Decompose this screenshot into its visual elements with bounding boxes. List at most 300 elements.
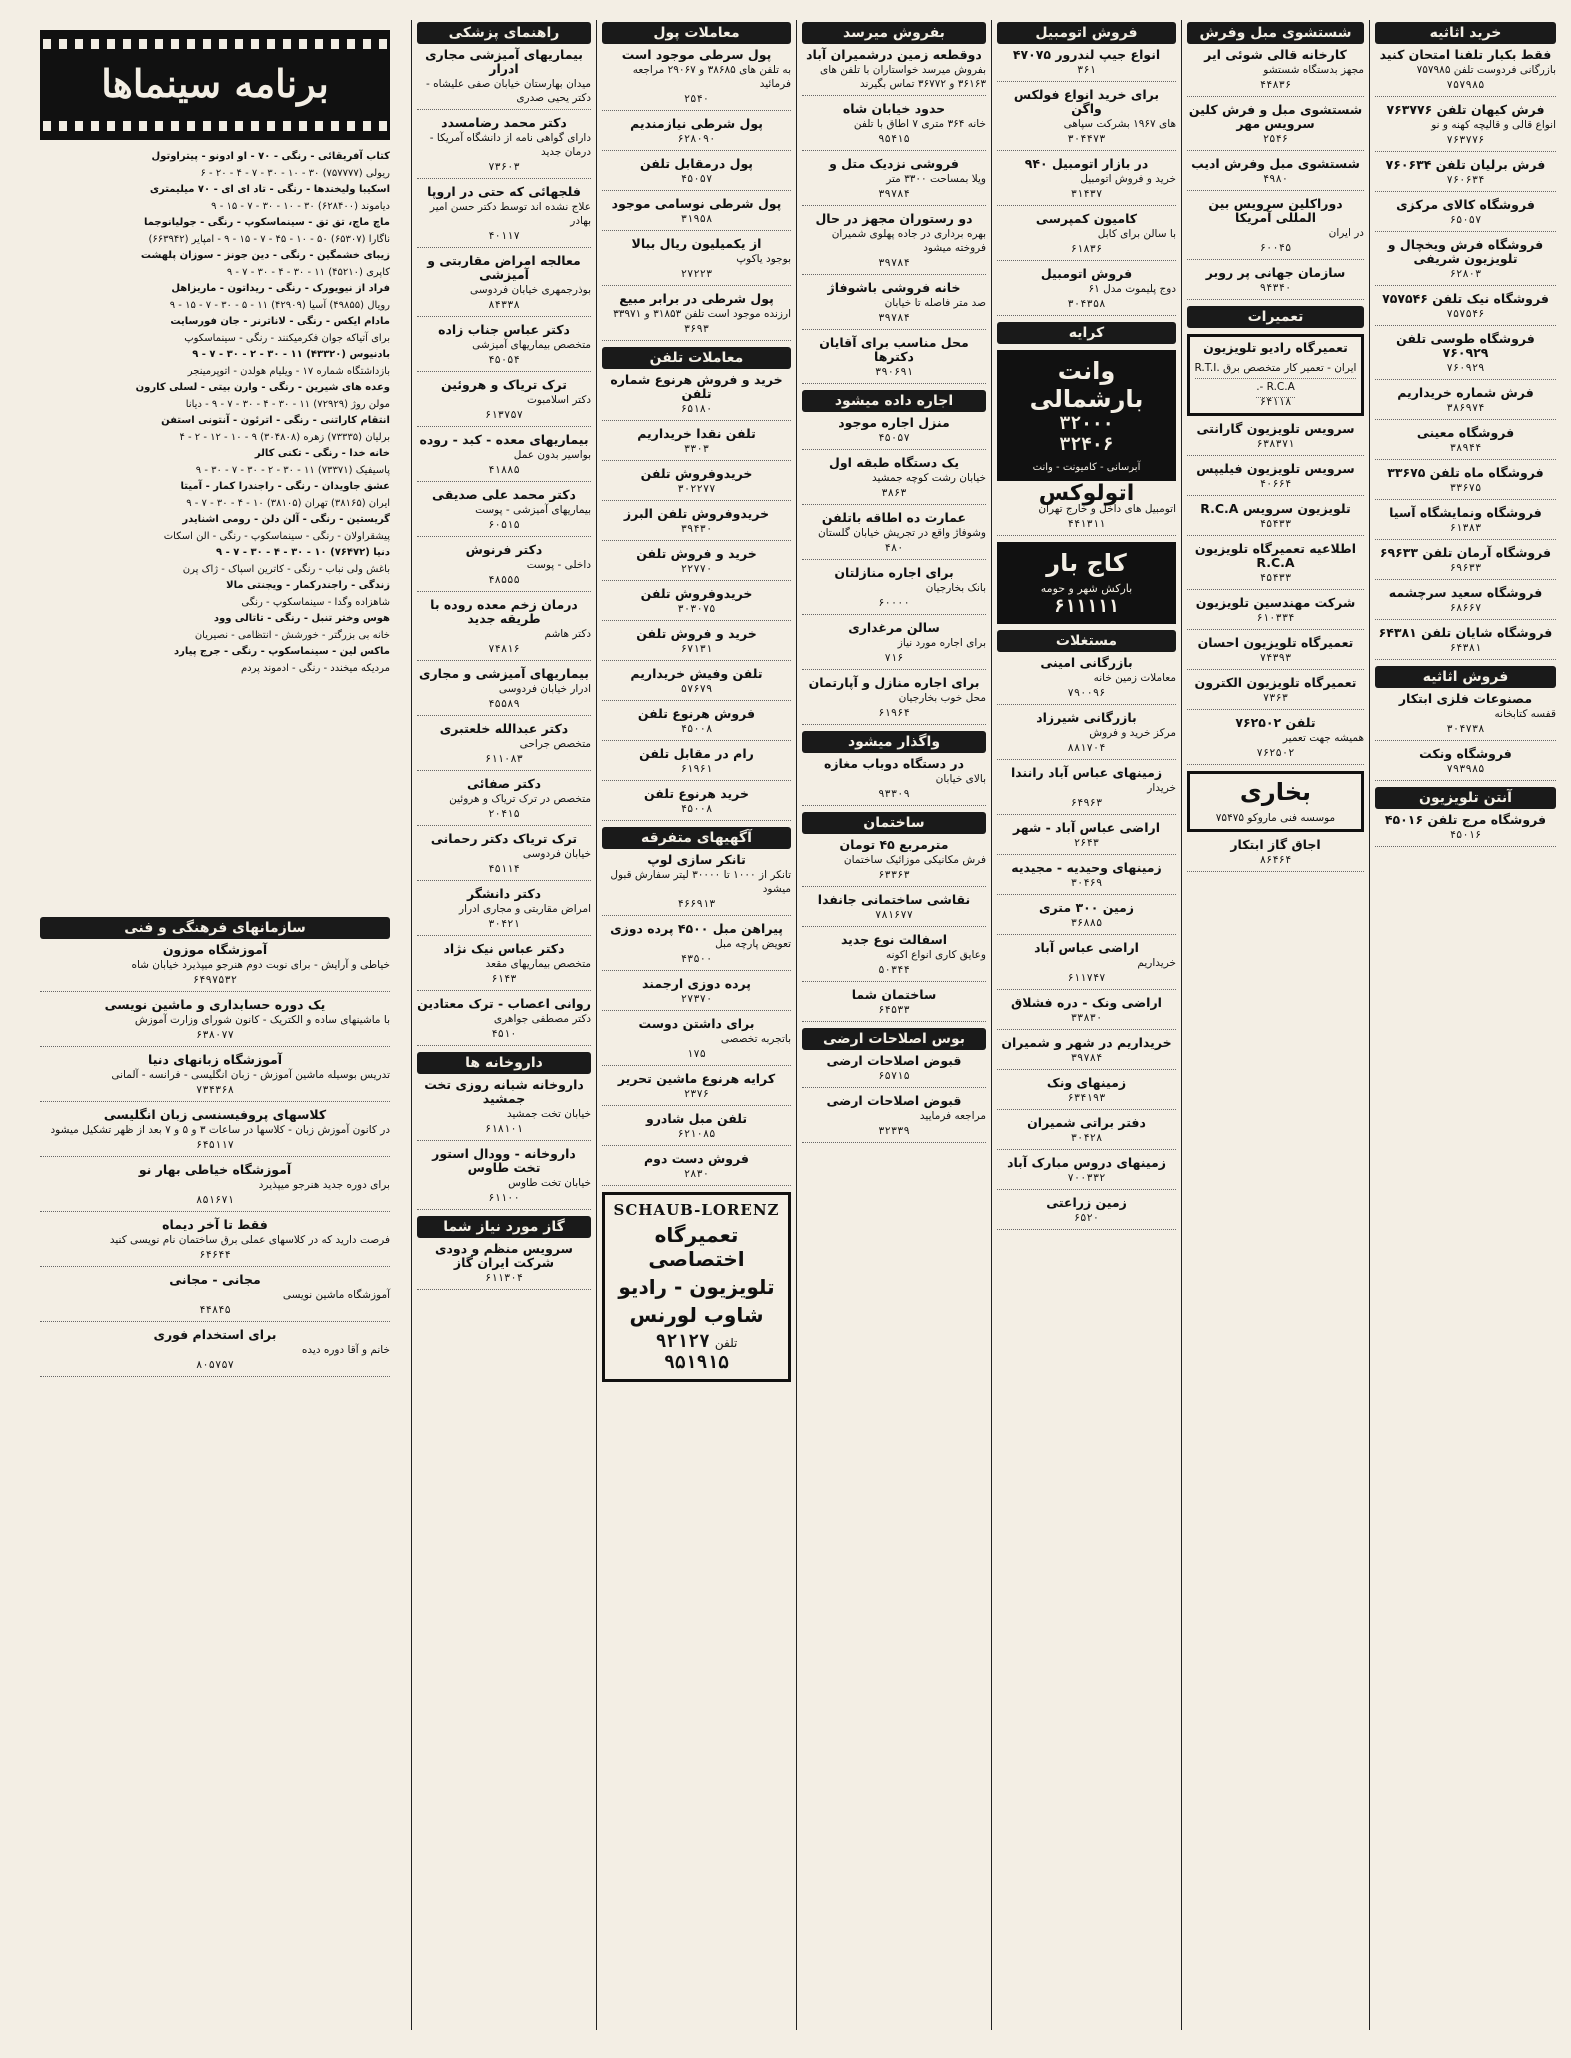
realty-ad-title: زمینهای وحیدیه - مجیدیه (1011, 860, 1162, 875)
tv-repair-ad-title: تعمیرگاه تلویزیون الکترون (1194, 675, 1357, 690)
school-ad (40, 1053, 390, 1102)
forsale-header: بفروش میرسد (802, 22, 986, 44)
phone-deal-ad-title: خرید و فروش هرنوع شماره تلفن (610, 372, 783, 401)
misc-ad-phone: ۶۲۱۰۸۵ (677, 1128, 716, 1140)
rent-ad-title: عمارت ده اطاقه باتلفن (821, 510, 967, 525)
school-ad (40, 1328, 390, 1377)
pharmacy-ad (417, 1147, 591, 1210)
tv-repair-ad-title: اطلاعیه تعمیرگاه تلویزیون R.C.A (1194, 541, 1357, 570)
tv-repair-ad-phone: ۷۴۳۹۳ (1259, 652, 1292, 664)
cinema-entry: مادام ایکس - رنگی - لاناترنر - جان فورسایت (170, 316, 390, 327)
rent-ad-title: برای اجاره منازلتان (834, 565, 954, 580)
money-ad-phone: ۲۷۲۲۳ (680, 268, 713, 280)
pharmacy-ad (417, 1078, 591, 1141)
furniture-ad-title: فرش برلیان تلفن ۷۶۰۶۳۴ (1385, 157, 1546, 172)
misc-ad-phone: ۲۷۳۷۰ (680, 993, 713, 1005)
money-ad-phone: ۳۶۹۳ (683, 323, 710, 335)
transfer-ad-title: در دستگاه دوباب مغازه (823, 756, 964, 771)
forsale-ad-title: محل مناسب برای آقایان دکترها (819, 335, 969, 364)
auto-ad-body: با سالن برای کابل (1097, 228, 1176, 240)
medical-ad-title: روانی اعصاب - ترک معتادین (417, 996, 591, 1011)
autolux-body: اتومبیل های داخل و خارج تهران (1038, 503, 1176, 515)
money-list (602, 48, 791, 341)
phone-deal-ad-phone: ۳۹۴۳۰ (680, 523, 713, 535)
medical-ad-phone: ۴۰۱۱۷ (488, 230, 520, 242)
cinema-entry: رویال (۴۹۸۵۵) آسیا (۴۲۹۰۹) ۱۱ - ۵ - ۳۰ - ۷ - ۱۵ - ۹ (169, 299, 390, 311)
furniture-ad-title: فروشگاه سعید سرچشمه (1388, 585, 1543, 600)
misc-ad-title: پیراهن مبل ۴۵۰۰ پرده دوزی (610, 921, 783, 936)
schaub-lorenz-ad (602, 1192, 791, 1382)
realty-ad (997, 941, 1176, 990)
school-ad-title: آموزشگاه خیاطی بهار نو (138, 1162, 292, 1177)
pharmacy-ad-body: خیابان تخت جمشید (507, 1108, 591, 1120)
medical-ad-phone: ۶۱۳۷۵۷ (485, 409, 523, 421)
classified-page (10, 10, 1561, 2038)
furniture-ad (1375, 466, 1556, 500)
furniture-ad-phone: ۶۹۶۳۳ (1449, 562, 1482, 574)
phone-deal-ad (602, 507, 791, 541)
schaub-line-1: تعمیرگاه اختصاصی (648, 1223, 745, 1271)
phone-deal-ad-title: خرید و فروش تلفن (636, 626, 757, 641)
rent-ad-phone: ۴۵۰۵۷ (878, 432, 910, 444)
medical-ad-title: ترک تریاک دکتر رحمانی (430, 831, 578, 846)
school-ad-body: آموزشگاه ماشین نویسی (282, 1289, 390, 1301)
building-ad-phone: ۶۳۳۶۳ (878, 869, 910, 881)
gas-ad (417, 1242, 591, 1290)
medical-ad (417, 323, 591, 372)
misc-ad-body: تانکر از ۱۰۰۰ تا ۳۰۰۰۰ لیتر سفارش قبول میشود (610, 869, 791, 895)
misc-ad (602, 977, 791, 1011)
furniture-ad (1375, 506, 1556, 540)
schaub-brand: SCHAUB-LORENZ (613, 1201, 780, 1219)
transfer-header: واگذار میشود (802, 731, 986, 753)
cinema-entry: عشق جاویدان - رنگی - راجندرا کمار - آمیتا (180, 481, 390, 492)
tv-repair-title: تعمیرگاه رادیو تلویزیون (1203, 340, 1348, 355)
school-ad-body: در کانون آموزش زبان - کلاسها در ساعات ۳ و ۵ و ۷ بعد از ظهر تشکیل میشود (50, 1124, 390, 1136)
schaub-phone-label: تلفن (714, 1336, 738, 1350)
realty-ad-title: زمینهای دروس مبارک آباد (1007, 1155, 1166, 1170)
cinema-entry: هوس وختر تنبل - رنگی - تاتالی وود (213, 613, 390, 624)
phone-deals-list (602, 373, 791, 821)
tv-repair-ad-title: سرویس تلویزیون گارانتی (1196, 421, 1355, 436)
medical-ad (417, 667, 591, 716)
realty-ad (997, 861, 1176, 895)
furniture-ad-phone: ۷۵۷۹۸۵ (1446, 79, 1485, 91)
medical-ad-body: متخصص جراحی (519, 738, 591, 750)
realty-ad-phone: ۳۶۸۸۵ (1070, 917, 1103, 929)
money-ad-phone: ۶۲۸۰۹۰ (677, 133, 716, 145)
furniture-sale-ad-phone: ۷۹۳۹۸۵ (1446, 763, 1485, 775)
misc-ad-title: فروش دست دوم (644, 1151, 749, 1166)
school-ad-phone: ۶۴۶۴۴ (199, 1249, 231, 1261)
building-ad-title: اسفالت نوع جدید (840, 932, 948, 947)
realty-ad (997, 1196, 1176, 1230)
column-finance (596, 20, 796, 2030)
money-ad (602, 237, 791, 286)
forsale-ad (802, 102, 986, 151)
school-ad-body: فرصت دارید که در کلاسهای عملی برق ساختمان نام نویسی کنید (109, 1234, 390, 1246)
rent-ad-title: سالن مرغداری (848, 620, 940, 635)
kajbar-title: کاج بار (1046, 549, 1127, 577)
transfer-ad (802, 757, 986, 806)
forsale-ad-phone: ۳۹۷۸۴ (878, 257, 910, 269)
misc-ad (602, 1017, 791, 1066)
rent-ad-title: یک دستگاه طبقه اول (828, 455, 960, 470)
cinema-entry: بازداشتگاه شماره ۱۷ - ویلیام هولدن - اتوپرمینجر (187, 365, 390, 377)
forsale-ad (802, 157, 986, 206)
transfer-ad-body: بالای خیابان (935, 773, 986, 785)
auto-ad-title: در بازار اتومبیل ۹۴۰ (1024, 156, 1149, 171)
school-list (40, 943, 390, 1377)
forsale-ad (802, 212, 986, 275)
cinema-entry: ریولی (۷۵۷۷۷۷) ۳۰ - ۱۰ - ۳۰ - ۷ - ۴ - ۲۰ - ۶ (200, 167, 390, 179)
building-ad-title: نقاشی ساختمانی جانفدا (817, 892, 971, 907)
tv-repair-ad (1187, 502, 1364, 536)
misc-list (602, 853, 791, 1186)
medical-ad-phone: ۶۱۴۳ (491, 973, 517, 985)
gas-ad-title: سرویس منظم و دودی شرکت ایران گاز (435, 1241, 573, 1270)
money-ad-phone: ۳۱۹۵۸ (680, 213, 713, 225)
antenna-ad (1375, 813, 1556, 847)
furniture-sale-ad-phone: ۳۰۴۷۳۸ (1446, 723, 1485, 735)
medical-ad-title: دکتر عباس جناب زاده (438, 322, 570, 337)
medical-ad-title: درمان زخم معده روده با طریقه جدید (430, 597, 578, 626)
medical-ad (417, 378, 591, 427)
cinema-entry: مولن روژ (۷۲۹۲۹) ۱۱ - ۳۰ - ۴ - ۳۰ - ۷ - ۹ - دیانا (185, 398, 390, 410)
furniture-ad-title: فروشگاه شایان تلفن ۶۴۳۸۱ (1378, 625, 1553, 640)
realty-ad-title: اراضی عباس آباد - شهر (1012, 820, 1161, 835)
money-ad-body: به تلفن های ۳۸۶۸۵ و ۲۹۰۶۷ مراجعه فرمائید (632, 64, 791, 90)
cinema-listings (40, 150, 390, 678)
money-ad (602, 117, 791, 151)
medical-ad-body: بیماریهای آمیزشی - پوست (475, 504, 591, 516)
tv-repair-ad-title: سرویس تلویزیون فیلیپس (1196, 461, 1355, 476)
school-ad-title: یک دوره حسابداری و ماشین نویسی (104, 997, 326, 1012)
auto-ad-title: کامیون کمپرسی (1035, 211, 1138, 226)
school-ad (40, 943, 390, 992)
forsale-ad-phone: ۳۹۰۶۹۱ (875, 366, 913, 378)
land-reform-header: بوس اصلاحات ارضی (802, 1028, 986, 1050)
realty-ad-body: مرکز خرید و فروش (1089, 727, 1176, 739)
medical-ad-title: معالجه امراض مقاربتی و آمیزشی (427, 253, 581, 282)
tv-repair-ad (1187, 716, 1364, 765)
school-ad-phone: ۸۰۵۷۵۷ (196, 1359, 234, 1371)
misc-ad-body: تعویض پارچه مبل (715, 938, 791, 950)
medical-ad-phone: ۴۱۸۸۵ (488, 464, 520, 476)
furniture-ad-phone: ۳۳۶۷۵ (1449, 482, 1482, 494)
tv-repair-ad-phone: ۴۰۶۶۴ (1259, 478, 1292, 490)
washing-ad-phone: ۹۴۳۴۰ (1259, 282, 1292, 294)
land-reform-ad-phone: ۳۲۳۳۹ (878, 1125, 910, 1137)
phone-deal-ad-title: خرید و فروش تلفن (636, 546, 757, 561)
medical-ad (417, 185, 591, 248)
medical-ad-body: علاج نشده اند توسط دکتر حسن امیر بهادر (429, 201, 591, 227)
misc-ad (602, 922, 791, 971)
misc-ad-phone: ۴۶۶۹۱۳ (677, 898, 716, 910)
money-ad-title: پول شرطی نوسامی موجود (611, 196, 782, 211)
forsale-ad-body: ویلا بمساحت ۳۳۰۰ متر (886, 173, 986, 185)
school-ad-title: آموزشگاه موزون (162, 942, 268, 957)
school-ad-title: کلاسهای پروفیسنسی زبان انگلیسی (103, 1107, 327, 1122)
tv-repair-ad-title: تلفن ۷۶۲۵۰۲ (1235, 715, 1316, 730)
land-reform-list (802, 1054, 986, 1143)
tv-repair-ad-title: تعمیرگاه تلویزیون احسان (1197, 635, 1354, 650)
school-ad-phone: ۶۳۸۰۷۷ (196, 1029, 234, 1041)
phone-deal-ad-title: خرید هرنوع تلفن (644, 786, 749, 801)
phone-deals-header: معاملات تلفن (602, 347, 791, 369)
realty-ad-title: زمین زراعتی (1046, 1195, 1127, 1210)
tv-repair-box (1187, 334, 1364, 416)
phone-deal-ad-phone: ۶۵۱۸۰ (680, 403, 713, 415)
rent-ad-phone: ۶۱۹۶۴ (878, 707, 910, 719)
cinema-entry: برلیان (۷۳۳۳۵) زهره (۳۰۴۸۰۸) ۹ - ۱۰ - ۱۲ - ۲ - ۴ (179, 431, 390, 443)
washing-ad (1187, 48, 1364, 97)
medical-ad-body: متخصص بیماریهای مقعد (485, 958, 591, 970)
film-strip-bottom (43, 121, 387, 131)
realty-ad (997, 711, 1176, 760)
column-auto (991, 20, 1181, 2030)
phone-deal-ad (602, 707, 791, 741)
furniture-ad-title: فروشگاه طوسی تلفن ۷۶۰۹۲۹ (1396, 331, 1535, 360)
realty-ad-phone: ۳۰۴۲۸ (1070, 1132, 1103, 1144)
tv-repair-list (1187, 422, 1364, 765)
phone-deal-ad-title: فروش هرنوع تلفن (637, 706, 756, 721)
antenna-header: آنتن تلویزیون (1375, 787, 1556, 809)
forsale-ad-body: خانه ۳۶۴ متری ۷ اطاق با تلفن (853, 118, 986, 130)
medical-ad (417, 598, 591, 661)
phone-deal-ad (602, 787, 791, 821)
auto-ad (997, 212, 1176, 261)
medical-ad-title: بیماریهای آمیزشی و مجاری (419, 666, 589, 681)
bokhari-title: بخاری (1239, 778, 1312, 806)
furniture-ad-phone: ۶۵۰۵۷ (1449, 214, 1482, 226)
land-reform-ad-phone: ۶۵۷۱۵ (878, 1070, 910, 1082)
rent-ad-body: محل خوب بخارجیان (898, 692, 986, 704)
land-reform-ad (802, 1054, 986, 1088)
medical-ad (417, 433, 591, 482)
realty-ad-title: زمینهای ونک (1046, 1075, 1127, 1090)
land-reform-ad-title: قبوض اصلاحات ارضی (826, 1053, 962, 1068)
school-ad-title: آموزشگاه زبانهای دنیا (148, 1052, 282, 1067)
phone-deal-ad (602, 627, 791, 661)
rent-ad-body: برای اجاره مورد نیاز (897, 637, 986, 649)
school-ad-title: مجانی - مجانی (169, 1272, 261, 1287)
column-furniture (1369, 20, 1561, 2030)
pharmacy-ad-phone: ۶۱۱۰۰ (488, 1192, 520, 1204)
misc-ad-title: برای داشتن دوست (638, 1016, 755, 1031)
cinema-entry: خانه بی بزرگتر - خورشش - انتظامی - نصیریان (194, 629, 390, 641)
repairs-header: تعمیرات (1187, 306, 1364, 328)
misc-ad-title: تلفن مبل شادرو (645, 1111, 748, 1126)
realty-ad (997, 901, 1176, 935)
medical-ad-phone: ۴۵۵۸۹ (488, 698, 520, 710)
building-ad (802, 933, 986, 982)
furniture-sale-ad (1375, 692, 1556, 741)
phone-deal-ad-phone: ۳۰۳۰۷۵ (677, 603, 716, 615)
tv-repair-ad (1187, 542, 1364, 590)
forsale-ad-title: دوقطعه زمین درشمیران آباد (806, 47, 982, 62)
furniture-ad-body: انواع قالی و قالیچه کهنه و نو (1431, 119, 1556, 131)
furniture-sale-ad-body: قفسه کتابخانه (1494, 708, 1556, 720)
medical-ad-title: ترک تریاک و هروئین (440, 377, 567, 392)
rent-ad-body: بانک بخارجیان (925, 582, 986, 594)
forsale-ad-title: فروشی نزدیک متل و (829, 156, 959, 171)
medical-ad-title: دکتر عباس نیک نژاد (443, 941, 565, 956)
furniture-ad (1375, 426, 1556, 460)
forsale-ad-phone: ۹۵۴۱۵ (878, 133, 910, 145)
furniture-ad-title: فرش شماره خریداریم (1397, 385, 1534, 400)
rent-ad-phone: ۴۸۰ (884, 542, 904, 554)
pharmacy-ad-phone: ۶۱۸۱۰۱ (485, 1123, 523, 1135)
vanet-subline: آبرسانی - کامیونت - وانت (1032, 462, 1141, 473)
medical-ad-body: امراض مقاربتی و مجاری ادرار (459, 903, 591, 915)
school-ad (40, 1273, 390, 1322)
furniture-ad-phone: ۶۱۳۸۳ (1449, 522, 1482, 534)
school-ad-title: برای استخدام فوری (153, 1327, 277, 1342)
kajbar-phone: ۶۱۱۱۱۱ (1053, 596, 1120, 617)
phone-deal-ad-title: خریدوفروش تلفن (640, 586, 753, 601)
realty-ad-phone: ۲۶۴۳ (1073, 837, 1100, 849)
washing-ad-phone: ۴۴۸۳۶ (1259, 79, 1292, 91)
building-ad-phone: ۵۰۳۴۴ (878, 964, 910, 976)
cinema-entry: پیشقراولان - رنگی - سینماسکوپ - رنگی - الن اسکات (163, 530, 390, 542)
medical-ad-body: دکتر اسلامبوت (526, 394, 591, 406)
phone-deal-ad (602, 547, 791, 581)
tv-repair-ad-phone: ۴۵۴۳۳ (1259, 518, 1292, 530)
furniture-ad-phone: ۶۲۸۰۳ (1449, 268, 1482, 280)
realty-ad-phone: ۳۰۴۶۹ (1070, 877, 1103, 889)
rent-ad-phone: ۶۰۰۰۰ (878, 597, 910, 609)
tv-repair-ad-phone: ۶۱۰۳۳۴ (1256, 612, 1295, 624)
furniture-ad (1375, 332, 1556, 380)
furniture-ad-title: فروشگاه نیک تلفن ۷۵۷۵۴۶ (1382, 291, 1549, 306)
tv-repair-ad-title: شرکت مهندسین تلویزیون (1195, 595, 1356, 610)
tv-repair-ad (1187, 462, 1364, 496)
medical-ad-title: بیماریهای آمیزشی مجاری ادرار (425, 47, 583, 76)
gas-stove-title: اجاق گاز ابتکار (1230, 837, 1321, 852)
tv-repair-ad (1187, 596, 1364, 630)
realty-ad-title: بازرگانی امینی (1040, 655, 1133, 670)
auto-header: فروش اتومبیل (997, 22, 1176, 44)
transfer-list (802, 757, 986, 806)
medical-ad-title: دکتر دانشگر (466, 886, 542, 901)
tv-repair-ad-phone: ۷۶۲۵۰۲ (1256, 747, 1295, 759)
column-medical (411, 20, 596, 2030)
forsale-ad (802, 48, 986, 96)
washing-list (1187, 48, 1364, 300)
misc-ad-body: باتجربه تخصصی (720, 1033, 791, 1045)
phone-deal-ad-phone: ۴۵۰۰۸ (680, 723, 713, 735)
phone-deal-ad-title: خریدوفروش تلفن (640, 466, 753, 481)
tv-repair-ad (1187, 636, 1364, 670)
auto-ad (997, 157, 1176, 206)
cinema-entry: کاپری (۴۵۲۱۰) ۱۱ - ۳۰ - ۴ - ۳۰ - ۷ - ۹ (226, 266, 390, 278)
phone-deal-ad-title: تلفن نقدا خریداریم (637, 426, 756, 441)
realty-ad-title: اراضی عباس آباد (1034, 940, 1139, 955)
cinema-entry: ماکس لین - سینماسکوپ - رنگی - جرج پیارد (173, 646, 390, 657)
misc-ad-title: پرده دوزی ارجمند (642, 976, 751, 991)
auto-ad-body: های ۱۹۶۷ بشرکت سپاهی (1063, 118, 1176, 130)
forsale-ad-title: خانه فروشی باشوفاژ (827, 280, 961, 295)
money-ad-title: از یکمیلیون ریال ببالا (631, 236, 762, 251)
pharmacy-list (417, 1078, 591, 1210)
furniture-ad (1375, 48, 1556, 97)
auto-ad-title: انواع جیپ لندرور ۴۷۰۷۵ (1012, 47, 1161, 62)
furniture-ad-title: فروشگاه ماه تلفن ۳۳۶۷۵ (1387, 465, 1544, 480)
realty-ad-phone: ۶۳۴۱۹۳ (1067, 1092, 1106, 1104)
medical-ad-title: بیماریهای معده - کبد - روده (419, 432, 589, 447)
money-ad-title: پول درمقابل تلفن (639, 156, 753, 171)
rent-ad (802, 456, 986, 505)
medical-ad-phone: ۳۰۴۲۱ (488, 918, 520, 930)
washing-ad-title: دوراکلین سرویس بین المللی آمریکا (1208, 196, 1343, 225)
phone-deal-ad-title: تلفن وفیش خریداریم (630, 666, 763, 681)
money-ad (602, 48, 791, 111)
washing-ad-phone: ۴۹۸۰ (1262, 173, 1289, 185)
forsale-ad-title: حدود خیابان شاه (842, 101, 946, 116)
school-header: سازمانهای فرهنگی و فنی (40, 917, 390, 939)
column-realestate (796, 20, 991, 2030)
realty-header: مستغلات (997, 630, 1176, 652)
medical-ad-body: خیابان فردوسی (522, 848, 591, 860)
phone-deal-ad (602, 587, 791, 621)
realty-ad-phone: ۶۵۲۰ (1073, 1212, 1100, 1224)
cinema-entry: پاسیفیک (۷۳۳۷۱) ۱۱ - ۳۰ - ۲ - ۳۰ - ۷ - ۳۰ - ۹ (195, 464, 390, 476)
phone-deal-ad-phone: ۶۷۱۳۱ (680, 643, 713, 655)
tv-repair-phone: ۶۴۱۱۸ (1259, 396, 1292, 408)
medical-ad-body: بواسیر بدون عمل (513, 449, 591, 461)
rent-ad (802, 676, 986, 725)
building-list (802, 838, 986, 1022)
school-ad-phone: ۸۵۱۶۷۱ (196, 1194, 234, 1206)
rent-ad (802, 566, 986, 615)
furniture-ad (1375, 158, 1556, 192)
building-ad (802, 838, 986, 887)
vanet-box (997, 350, 1176, 481)
medical-ad-phone: ۶۱۱۰۸۳ (485, 753, 523, 765)
pharmacy-ad-body: خیابان تخت طاوس (508, 1177, 591, 1189)
rent-ad (802, 416, 986, 450)
auto-ad-body: خرید و فروش اتومبیل (1080, 173, 1176, 185)
forsale-ad-body: بفروش میرسد خواستاران با تلفن های ۳۶۱۶۳ و ۳۶۷۷۲ تماس بگیرند (820, 64, 986, 90)
money-ad-phone: ۲۵۴۰ (683, 93, 710, 105)
realty-ad (997, 996, 1176, 1030)
furniture-ad-title: فرش کیهان تلفن ۷۶۳۷۷۶ (1386, 102, 1545, 117)
phone-deal-ad-title: خریدوفروش تلفن البرز (623, 506, 770, 521)
phone-deal-ad-phone: ۴۵۰۰۸ (680, 803, 713, 815)
medical-ad-phone: ۶۰۵۱۵ (488, 519, 520, 531)
phone-deal-ad (602, 373, 791, 421)
phone-deal-ad (602, 667, 791, 701)
medical-ad-title: دکتر محمد رضامسدد (441, 115, 567, 130)
washing-ad-title: شستشوی مبل وفرش ادیب (1191, 156, 1360, 171)
tv-repair-ad (1187, 422, 1364, 456)
auto-ad-phone: ۳۰۴۳۵۸ (1067, 298, 1106, 310)
realty-ad-phone: ۶۱۱۷۴۷ (1067, 972, 1106, 984)
school-ad-phone: ۷۳۴۳۶۸ (196, 1084, 234, 1096)
washing-ad-body: مجهز بدستگاه شستشو (1263, 64, 1364, 76)
misc-ad (602, 1152, 791, 1186)
school-ad (40, 1163, 390, 1212)
building-ad-phone: ۷۸۱۶۷۷ (875, 909, 913, 921)
medical-ad (417, 722, 591, 771)
phone-deal-ad-phone: ۶۱۹۶۱ (680, 763, 713, 775)
money-ad-title: پول شرطی در برابر مبیع (619, 291, 774, 306)
realty-ad-phone: ۷۹۰۰۹۶ (1067, 687, 1106, 699)
antenna-ad-phone: ۴۵۰۱۶ (1449, 829, 1482, 841)
cinema-entry: انتقام کاراتنی - رنگی - اترئون - آنتونی استفن (161, 415, 390, 426)
realty-ad-title: بازرگانی شیرزاد (1036, 710, 1137, 725)
